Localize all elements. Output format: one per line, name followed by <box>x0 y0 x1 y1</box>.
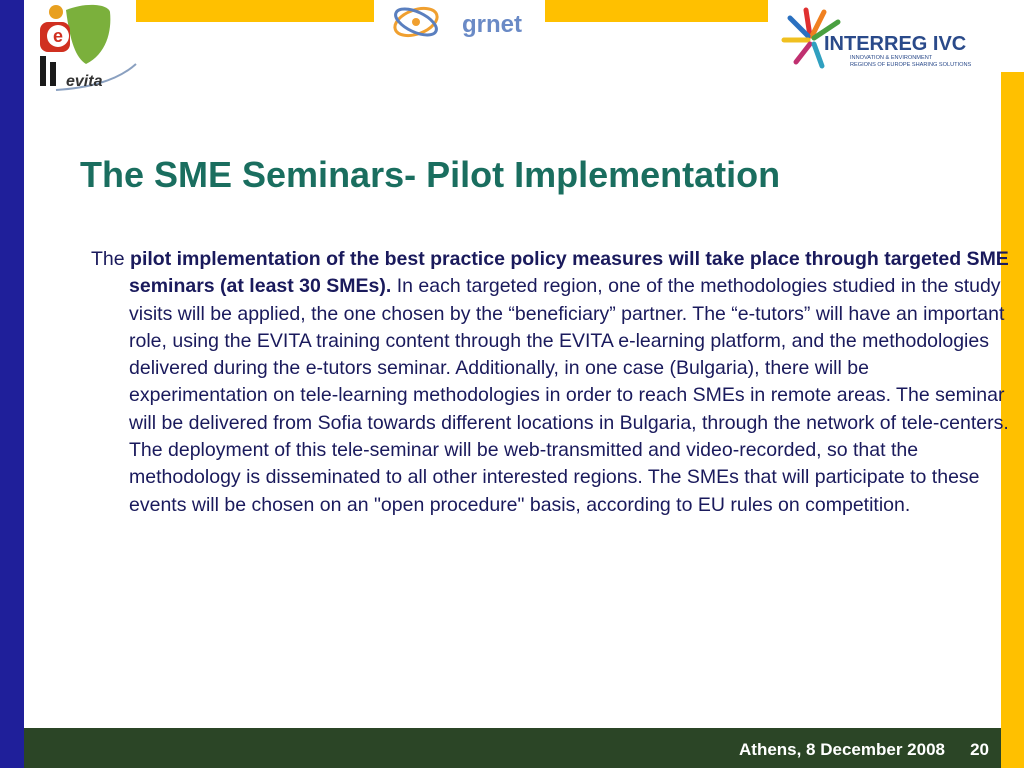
grnet-wordmark: grnet <box>462 11 522 38</box>
evita-logo <box>36 2 146 92</box>
body-text: In each targeted region, one of the methodologies studied in the study visits will be applied, the one chosen by the “beneficiary” partner. The “e-tutors” will have an important role, using the EVITA training content through the EVITA e-learning platform, and the methodologies delivered during the e-tutors seminar. Additionally, in one case (Bulgaria), there will be experimentation on tele-learning methodologies in order to reach SMEs in remote areas. The seminar will be delivered from Sofia towards different locations in Bulgaria, through the network of tele-centers. The deployment of this tele-seminar will be web-transmitted and video-recorded, so that the methodology is disseminated to all other interested regions. The SMEs that will participate to these events will be chosen on an "open procedure" basis, according to EU rules on competition. <box>129 275 1009 516</box>
interreg-logo <box>780 4 1004 70</box>
left-border-bar <box>0 0 24 768</box>
body-bold-phrase: pilot implementation <box>130 248 321 270</box>
grnet-logo <box>390 0 540 48</box>
interreg-tagline: INNOVATION & ENVIRONMENT <box>850 55 933 61</box>
body-bold-sentence: of the best practice policy measures will take place through targeted SME seminars (at least 30 SMEs). <box>129 248 1009 298</box>
evita-wordmark: evita <box>66 73 103 90</box>
figure-leg <box>50 62 56 86</box>
body-intro: The <box>91 248 131 270</box>
page-number: 20 <box>970 740 989 759</box>
e-glyph: e <box>52 26 64 46</box>
footer-date: Athens, 8 December 2008 <box>739 740 945 759</box>
footer-bar <box>24 728 1001 768</box>
leaf-shape <box>66 5 110 64</box>
top-accent-stripe <box>136 0 374 22</box>
interreg-tagline: REGIONS OF EUROPE SHARING SOLUTIONS <box>850 62 972 68</box>
interreg-wordmark: INTERREG IVC <box>824 33 967 55</box>
top-accent-stripe <box>545 0 768 22</box>
slide-body <box>91 246 1009 519</box>
figure-leg <box>40 56 46 86</box>
figure-head <box>49 5 63 19</box>
slide-title: The SME Seminars- Pilot Implementation <box>80 154 781 195</box>
orbit-core <box>412 18 420 26</box>
